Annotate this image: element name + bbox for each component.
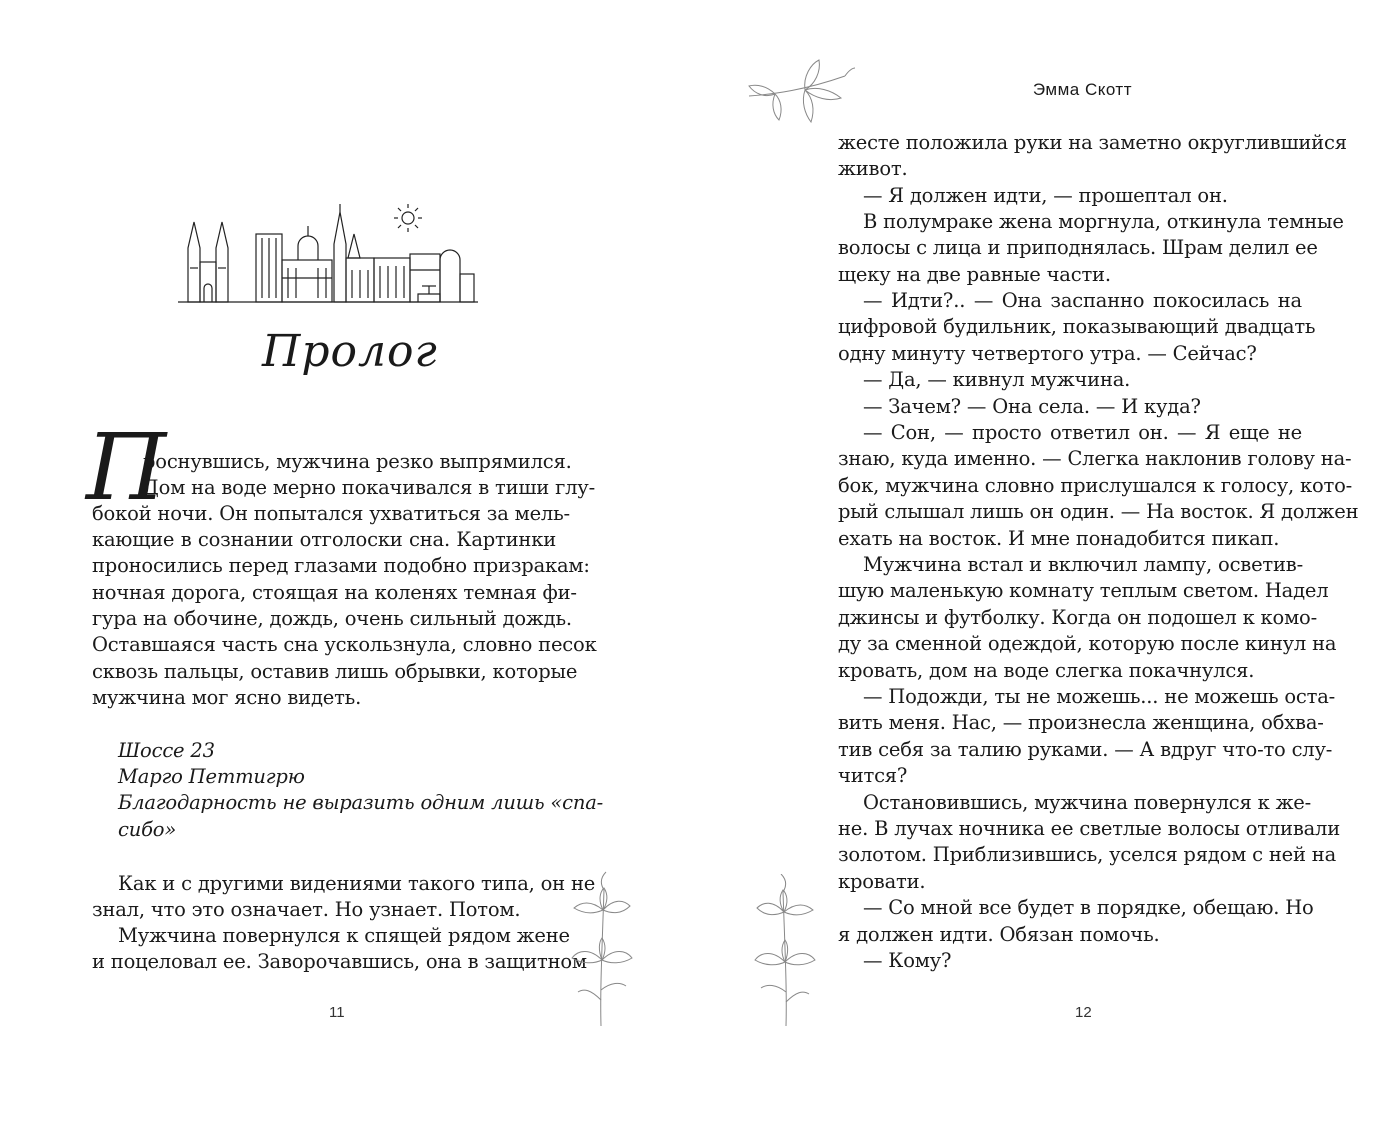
running-head-author: Эмма Скотт — [1032, 80, 1132, 99]
text-line: проносились перед глазами подобно призракам: — [92, 554, 590, 577]
page-number: 12 — [1075, 1004, 1092, 1021]
text-line: Мужчина повернулся к спящей рядом жене — [118, 924, 570, 947]
text-line: и поцеловал ее. Заворочавшись, она в защитном — [92, 950, 587, 973]
text-line: волосы с лица и приподнялась. Шрам делил ее — [838, 236, 1318, 259]
text-line: одну минуту четвертого утра. — Сейчас? — [838, 342, 1257, 365]
vision-line: Марго Петтигрю — [118, 765, 305, 788]
lily-flower-illustration — [745, 56, 857, 130]
text-line: кровати. — [838, 870, 926, 893]
text-line: живот. — [838, 157, 908, 180]
text-line: кающие в сознании отголоски сна. Картинки — [92, 528, 556, 551]
text-line: бокой ночи. Он попытался ухватиться за мель- — [92, 502, 570, 525]
text-line: тив себя за талию руками. — А вдруг что-то слу- — [838, 738, 1333, 761]
text-line: ночная дорога, стоящая на коленях темная фи- — [92, 581, 577, 604]
text-line: Оставшаяся часть сна ускользнула, словно песок — [92, 633, 597, 656]
vision-line: Благодарность не выразить одним лишь «спа- — [118, 791, 604, 814]
text-line: я должен идти. Обязан помочь. — [838, 923, 1160, 946]
text-line: гура на обочине, дождь, очень сильный дождь. — [92, 607, 572, 630]
text-line: Остановившись, мужчина повернулся к же- — [863, 791, 1312, 814]
drop-cap: П — [86, 414, 167, 521]
text-line: золотом. Приблизившись, уселся рядом с ней на — [838, 843, 1336, 866]
lily-flower-illustration — [566, 870, 636, 1028]
text-line: чится? — [838, 764, 908, 787]
text-line: Мужчина встал и включил лампу, осветив- — [863, 553, 1303, 576]
text-line: В полумраке жена моргнула, откинула темные — [863, 210, 1344, 233]
text-line: ехать на восток. И мне понадобится пикап. — [838, 527, 1280, 550]
lily-flower-illustration — [751, 874, 821, 1028]
text-line: бок, мужчина словно прислушался к голосу, кото- — [838, 474, 1353, 497]
text-line: знаю, куда именно. — Слегка наклонив голову на- — [838, 447, 1352, 470]
text-line: Как и с другими видениями такого типа, он не — [118, 872, 596, 895]
vision-line: Шоссе 23 — [118, 739, 215, 762]
vision-line: сибо» — [118, 818, 177, 841]
text-line: Дом на воде мерно покачивался в тиши глу- — [143, 476, 595, 499]
text-line: — Со мной все будет в порядке, обещаю. Но — [863, 896, 1314, 919]
text-line: сквозь пальцы, оставив лишь обрывки, которые — [92, 660, 578, 683]
text-line: знал, что это означает. Но узнает. Потом. — [92, 898, 521, 921]
text-line: джинсы и футболку. Когда он подошел к комо- — [838, 606, 1317, 629]
text-line: ду за сменной одеждой, которую после кинул на — [838, 632, 1337, 655]
text-line: жесте положила руки на заметно округлившийся — [838, 131, 1347, 154]
text-line: — Кому? — [863, 949, 952, 972]
chapter-title: Пролог — [262, 326, 438, 377]
right-page — [697, 0, 1394, 1125]
city-skyline-illustration — [178, 198, 478, 306]
text-line: — Я должен идти, — прошептал он. — [863, 184, 1228, 207]
text-line: рый слышал лишь он один. — На восток. Я должен — [838, 500, 1359, 523]
text-line: мужчина мог ясно видеть. — [92, 686, 362, 709]
text-line: — Зачем? — Она села. — И куда? — [863, 395, 1201, 418]
text-line: — Сон, — просто ответил он. — Я еще не — [863, 421, 1302, 444]
text-line: щеку на две равные части. — [838, 263, 1111, 286]
page-number: 11 — [329, 1004, 345, 1021]
text-line: не. В лучах ночника ее светлые волосы отливали — [838, 817, 1341, 840]
text-line: вить меня. Нас, — произнесла женщина, обхва- — [838, 711, 1324, 734]
text-line: — Идти?.. — Она заспанно покосилась на — [863, 289, 1302, 312]
text-line: кровать, дом на воде слегка покачнулся. — [838, 659, 1255, 682]
text-line: роснувшись, мужчина резко выпрямился. — [143, 450, 572, 473]
text-line: цифровой будильник, показывающий двадцать — [838, 315, 1316, 338]
text-line: шую маленькую комнату теплым светом. Надел — [838, 579, 1329, 602]
text-line: — Подожди, ты не можешь... не можешь оста- — [863, 685, 1336, 708]
text-line: — Да, — кивнул мужчина. — [863, 368, 1131, 391]
